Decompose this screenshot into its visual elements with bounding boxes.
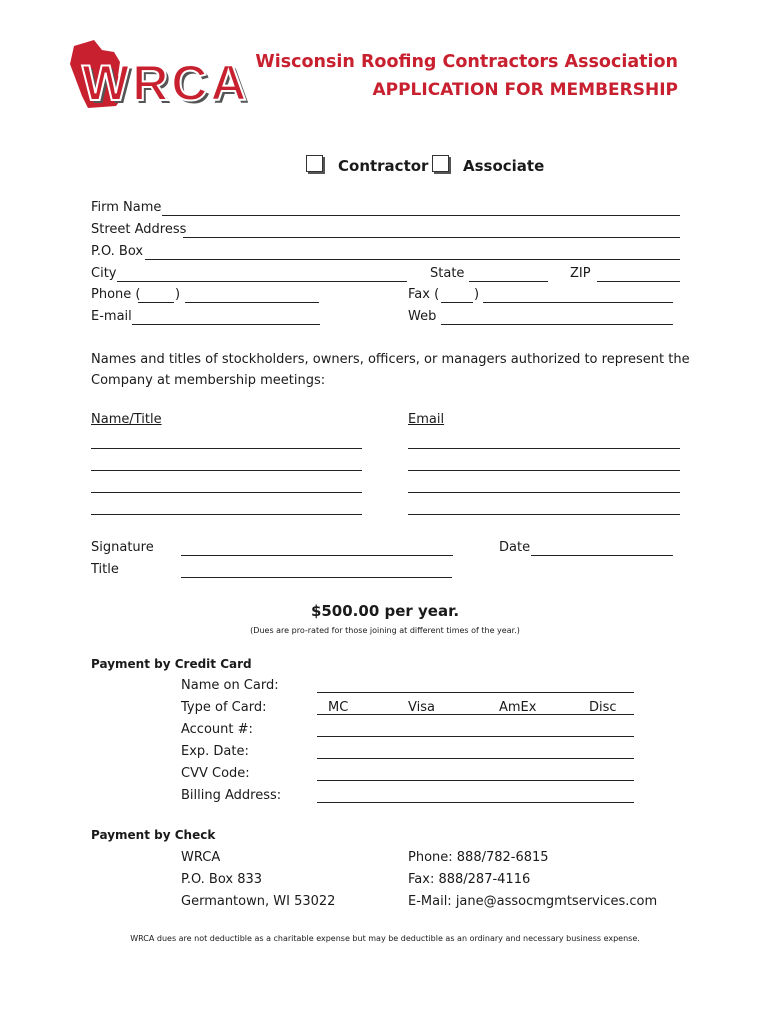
associate-label: Associate	[463, 157, 545, 175]
contractor-label: Contractor	[338, 157, 429, 175]
city-field[interactable]	[117, 281, 407, 282]
street-address-field[interactable]	[183, 237, 680, 238]
exp-date-field[interactable]	[317, 758, 634, 759]
contractor-checkbox[interactable]	[306, 155, 323, 172]
exp-date-label: Exp. Date:	[181, 744, 249, 759]
phone-label: Phone (	[91, 287, 141, 302]
card-type-mc[interactable]: MC	[328, 700, 349, 715]
zip-label: ZIP	[570, 266, 591, 281]
rep-email-field-4[interactable]	[408, 514, 680, 515]
dues-amount: $500.00 per year.	[310, 602, 460, 620]
title-label: Title	[91, 562, 119, 577]
web-field[interactable]	[441, 324, 673, 325]
billing-address-label: Billing Address:	[181, 788, 282, 803]
name-on-card-field[interactable]	[317, 692, 634, 693]
account-label: Account #:	[181, 722, 253, 737]
representatives-instructions-line1: Names and titles of stockholders, owners, officers, or managers authorized to represent the	[91, 352, 690, 367]
state-label: State	[430, 266, 465, 281]
check-address-name: WRCA	[181, 850, 221, 865]
check-heading: Payment by Check	[91, 828, 216, 842]
check-address-po: P.O. Box 833	[181, 872, 263, 887]
signature-field[interactable]	[181, 555, 453, 556]
form-title: APPLICATION FOR MEMBERSHIP	[372, 80, 678, 100]
representatives-instructions-line2: Company at membership meetings:	[91, 373, 326, 388]
footer-disclaimer: WRCA dues are not deductible as a charitable expense but may be deductible as an ordinary and necessary business expense.	[130, 934, 640, 943]
rep-email-field-3[interactable]	[408, 492, 680, 493]
phone-area-code-field[interactable]	[138, 302, 174, 303]
rep-name-field-4[interactable]	[91, 514, 362, 515]
web-label: Web	[408, 309, 437, 324]
zip-field[interactable]	[597, 281, 680, 282]
firm-name-label: Firm Name	[91, 200, 162, 215]
cvv-field[interactable]	[317, 780, 634, 781]
dues-note: (Dues are pro-rated for those joining at different times of the year.)	[250, 626, 520, 635]
fax-area-code-field[interactable]	[441, 302, 473, 303]
check-phone: Phone: 888/782-6815	[408, 850, 549, 865]
date-label: Date	[499, 540, 531, 555]
card-type-line	[317, 714, 634, 715]
org-name: Wisconsin Roofing Contractors Association	[255, 52, 678, 72]
rep-name-field-1[interactable]	[91, 448, 362, 449]
date-field[interactable]	[531, 555, 673, 556]
credit-card-heading: Payment by Credit Card	[91, 657, 252, 671]
type-of-card-label: Type of Card:	[181, 700, 267, 715]
card-type-disc[interactable]: Disc	[589, 700, 617, 715]
rep-name-field-2[interactable]	[91, 470, 362, 471]
card-type-visa[interactable]: Visa	[408, 700, 435, 715]
billing-address-field[interactable]	[317, 802, 634, 803]
city-label: City	[91, 266, 117, 281]
logo	[68, 40, 250, 115]
fax-label: Fax (	[408, 287, 440, 302]
signature-label: Signature	[91, 540, 154, 555]
email-label: E-mail	[91, 309, 132, 324]
rep-email-field-2[interactable]	[408, 470, 680, 471]
card-type-amex[interactable]: AmEx	[499, 700, 537, 715]
account-field[interactable]	[317, 736, 634, 737]
email-field[interactable]	[132, 324, 320, 325]
cvv-label: CVV Code:	[181, 766, 250, 781]
check-address-city: Germantown, WI 53022	[181, 894, 336, 909]
check-email: E-Mail: jane@assocmgmtservices.com	[408, 894, 658, 909]
rep-name-field-3[interactable]	[91, 492, 362, 493]
associate-checkbox[interactable]	[432, 155, 449, 172]
email-heading: Email	[408, 412, 445, 427]
po-box-label: P.O. Box	[91, 244, 144, 259]
phone-close-paren: )	[175, 287, 181, 302]
logo-text: WRCA	[82, 55, 250, 111]
name-title-heading: Name/Title	[91, 412, 162, 427]
check-fax: Fax: 888/287-4116	[408, 872, 531, 887]
po-box-field[interactable]	[145, 259, 680, 260]
rep-email-field-1[interactable]	[408, 448, 680, 449]
firm-name-field[interactable]	[162, 215, 680, 216]
state-field[interactable]	[469, 281, 548, 282]
street-address-label: Street Address	[91, 222, 187, 237]
fax-close-paren: )	[474, 287, 480, 302]
title-field[interactable]	[181, 577, 452, 578]
phone-field[interactable]	[185, 302, 319, 303]
name-on-card-label: Name on Card:	[181, 678, 279, 693]
fax-field[interactable]	[483, 302, 673, 303]
